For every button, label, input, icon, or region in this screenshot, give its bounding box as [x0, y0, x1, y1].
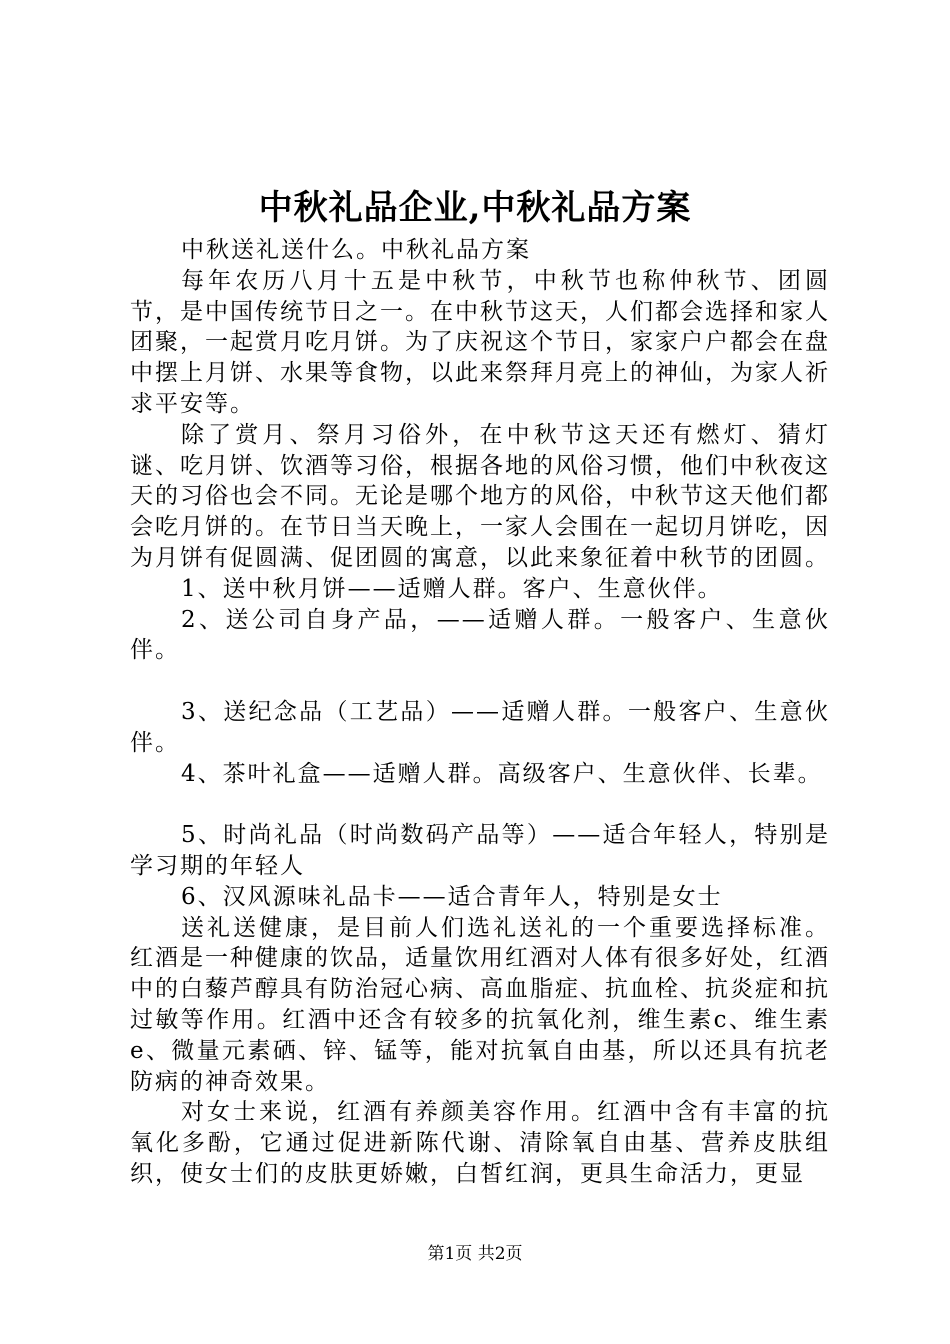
- list-item-gift-4: 4、茶叶礼盒——适赠人群。高级客户、生意伙伴、长辈。: [181, 760, 823, 787]
- document-body: [130, 235, 830, 1190]
- paragraph-subtitle: 中秋送礼送什么。中秋礼品方案: [181, 237, 531, 263]
- list-item-gift-5: 5、时尚礼品（时尚数码产品等）——适合年轻人，特别是学习期的年轻人: [130, 822, 830, 879]
- page-title: 中秋礼品企业,中秋礼品方案: [258, 188, 692, 228]
- paragraph-red-wine-health: 送礼送健康，是目前人们选礼送礼的一个重要选择标准。红酒是一种健康的饮品，适量饮用红酒对人体有很多好处，红酒中的白藜芦醇具有防治冠心病、高血脂症、抗血栓、抗炎症和抗过敏等作用。红酒中还含有较多的抗氧化剂，维生素c、维生素e、微量元素硒、锌、锰等，能对抗氧自由基，所以还具有抗老防病的神奇效果。: [130, 914, 830, 1095]
- blank-line: [130, 789, 830, 820]
- page-footer: 第1页 共2页: [427, 1244, 523, 1264]
- paragraph-customs: 除了赏月、祭月习俗外，在中秋节这天还有燃灯、猜灯谜、吃月饼、饮酒等习俗，根据各地的风俗习惯，他们中秋夜这天的习俗也会不同。无论是哪个地方的风俗，中秋节这天他们都会吃月饼的。在节日当天晚上，一家人会围在一起切月饼吃，因为月饼有促圆满、促团圆的寓意，以此来象征着中秋节的团圆。: [130, 421, 830, 571]
- list-item-gift-1: 1、送中秋月饼——适赠人群。客户、生意伙伴。: [181, 575, 723, 602]
- paragraph-red-wine-beauty: 对女士来说，红酒有养颜美容作用。红酒中含有丰富的抗氧化多酚，它通过促进新陈代谢、清除氧自由基、营养皮肤组织，使女士们的皮肤更娇嫩，白皙红润，更具生命活力，更显: [130, 1099, 830, 1187]
- list-item-gift-3: 3、送纪念品（工艺品）——适赠人群。一般客户、生意伙伴。: [130, 698, 830, 756]
- list-item-gift-6: 6、汉风源味礼品卡——适合青年人，特别是女士: [181, 883, 723, 910]
- list-item-gift-2: 2、送公司自身产品，——适赠人群。一般客户、生意伙伴。: [130, 606, 830, 664]
- paragraph-intro: 每年农历八月十五是中秋节，中秋节也称仲秋节、团圆节，是中国传统节日之一。在中秋节这天，人们都会选择和家人团聚，一起赏月吃月饼。为了庆祝这个节日，家家户户都会在盘中摆上月饼、水果等食物，以此来祭拜月亮上的神仙，为家人祈求平安等。: [130, 267, 830, 417]
- blank-line: [130, 666, 830, 697]
